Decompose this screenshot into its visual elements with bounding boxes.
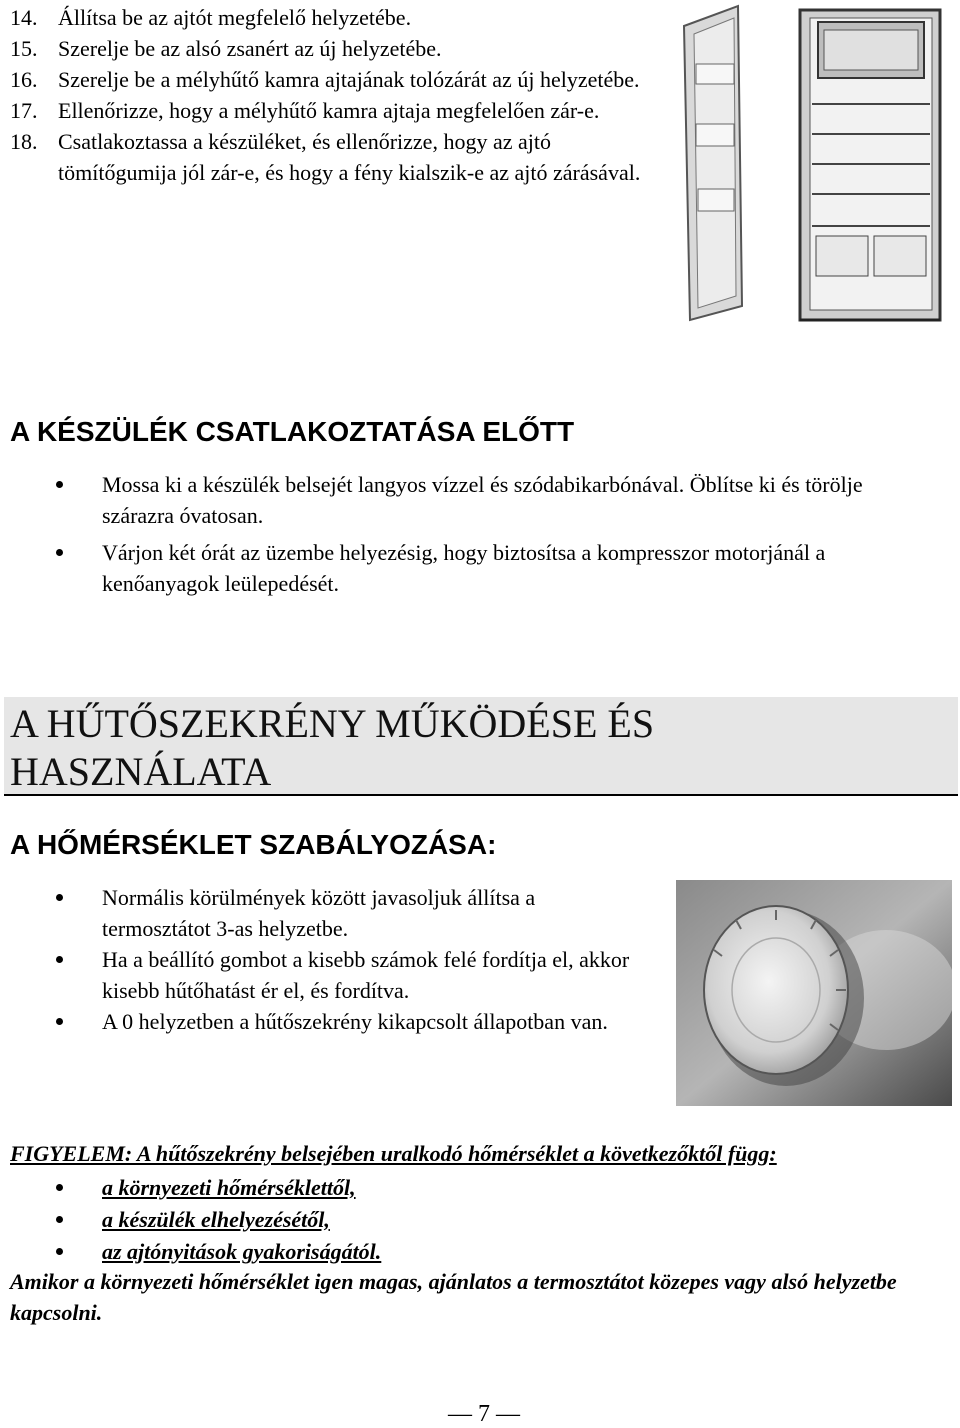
warning-closing: Amikor a környezeti hőmérséklet igen magas, ajánlatos a termosztátot közepes vagy alsó helyzetbe kapcsolni. [10, 1269, 897, 1325]
warning-factors-list [0, 1172, 700, 1268]
step-item [10, 2, 650, 33]
step-item [10, 126, 650, 188]
factor-text: a környezeti hőmérséklettől, [102, 1175, 356, 1200]
list-item: A 0 helyzetben a hűtőszekrény kikapcsolt állapotban van. [0, 1006, 640, 1037]
dash-left: — [448, 1401, 472, 1427]
step-number: 14. [10, 5, 38, 30]
step-number: 15. [10, 36, 38, 61]
dash-right: — [496, 1401, 520, 1427]
before-connecting-list [0, 469, 940, 599]
page-number-value: 7 [478, 1401, 490, 1427]
step-item [10, 33, 650, 64]
open-fridge-photo [680, 4, 946, 324]
step-number: 17. [10, 98, 38, 123]
page-number [448, 1400, 528, 1428]
step-number: 18. [10, 129, 38, 154]
list-item [0, 1236, 700, 1268]
warning-lead-text: FIGYELEM: A hűtőszekrény belsejében uralkodó hőmérséklet a következőktől függ: [10, 1141, 777, 1166]
step-text: Ellenőrizze, hogy a mélyhűtő kamra ajtaja megfelelően zár-e. [58, 98, 600, 123]
list-item: Várjon két órát az üzembe helyezésig, hogy biztosítsa a kompresszor motorjánál a kenőanyagok leülepedését. [0, 537, 940, 599]
list-item: Mossa ki a készülék belsejét langyos vízzel és szódabikarbónával. Öblítse ki és törölje szárazra óvatosan. [0, 469, 940, 531]
list-item: Ha a beállító gombot a kisebb számok felé fordítja el, akkor kisebb hűtőhatást ér el, és fordítva. [0, 944, 640, 1006]
temperature-list [0, 882, 640, 1037]
section-heading-before-connecting: A KÉSZÜLÉK CSATLAKOZTATÁSA ELŐTT [10, 416, 575, 447]
step-text: Állítsa be az ajtót megfelelő helyzetébe. [58, 5, 412, 30]
list-item: Normális körülmények között javasoljuk állítsa a termosztátot 3-as helyzetbe. [0, 882, 640, 944]
section-heading-temperature: A HŐMÉRSÉKLET SZABÁLYOZÁSA: [10, 829, 497, 860]
installation-steps [10, 2, 650, 188]
thermostat-knob-photo [676, 880, 952, 1106]
list-item [0, 1172, 700, 1204]
step-number: 16. [10, 67, 38, 92]
section-title-operation: A HŰTŐSZEKRÉNY MŰKÖDÉSE ÉS HASZNÁLATA [10, 701, 655, 794]
step-text: Szerelje be az alsó zsanért az új helyzetébe. [58, 36, 442, 61]
factor-text: a készülék elhelyezésétől, [102, 1207, 330, 1232]
warning-lead [10, 1138, 955, 1169]
step-text: Csatlakoztassa a készüléket, és ellenőrizze, hogy az ajtó tömítőgumija jól zár-e, és hogy a fény kialszik-e az ajtó zárásával. [58, 129, 641, 185]
step-item [10, 64, 650, 95]
list-item [0, 1204, 700, 1236]
factor-text: az ajtónyitások gyakoriságától. [102, 1239, 382, 1264]
step-item [10, 95, 650, 126]
step-text: Szerelje be a mélyhűtő kamra ajtajának tolózárát az új helyzetébe. [58, 67, 640, 92]
